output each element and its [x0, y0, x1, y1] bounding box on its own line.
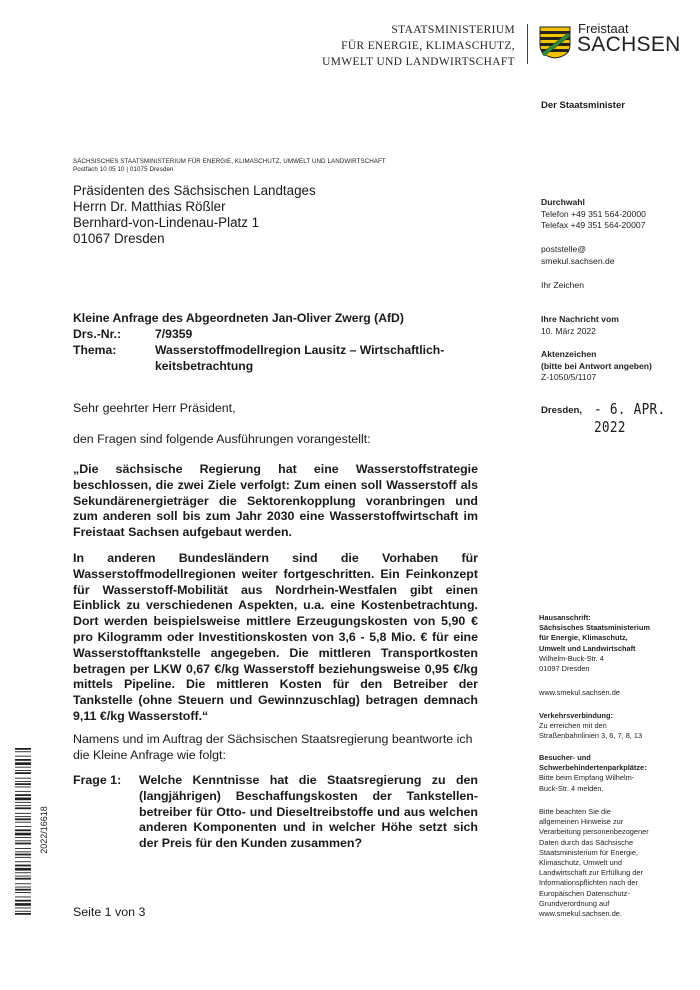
barcode-bar	[15, 756, 31, 757]
street: Wilhelm-Buck-Str. 4	[539, 653, 604, 663]
barcode-bar	[15, 802, 31, 803]
barcode-bar	[15, 822, 31, 823]
saxony-crest-icon	[538, 25, 572, 59]
privacy-line: allgemeinen Hinweise zur	[539, 817, 624, 827]
hausanschrift-line: für Energie, Klimaschutz,	[539, 633, 628, 643]
drs-label: Drs.-Nr.:	[73, 327, 122, 341]
barcode-bar	[15, 868, 31, 871]
recipient-address	[73, 183, 316, 247]
ihre-nachricht-value: 10. März 2022	[541, 325, 596, 336]
telefon: Telefon +49 351 564-20000	[541, 208, 646, 219]
parking-line: Buck-Str. 4 melden.	[539, 783, 604, 793]
email-block	[541, 244, 691, 267]
question-1	[73, 773, 478, 852]
privacy-notice	[539, 807, 689, 919]
verkehr-line: Straßenbahnlinien 3, 6, 7, 8, 13	[539, 731, 643, 741]
aktenzeichen-value: Z-1050/5/1107	[541, 372, 597, 383]
question-text: Welche Kenntnisse hat die Staatsregierung zu den (langjährigen) Beschaffungskosten der Tankstellen-betreiber für Otto- und Dieseltreibstoffe und aus welchen anderen Komponenten und in welcher Höhe setzt sich der Preis für den Kunden zusammen?	[139, 773, 478, 851]
verkehr-line: Zu erreichen mit den	[539, 721, 607, 731]
barcode-bar	[15, 826, 31, 827]
barcode-bar	[15, 759, 31, 761]
barcode-bar	[15, 857, 31, 858]
telefax: Telefax +49 351 564-20007	[541, 220, 646, 231]
web-link[interactable]: www.smekul.sachsen.de	[539, 688, 620, 697]
barcode-bar	[15, 807, 31, 809]
sender-line-2: Postfach 10 05 10 | 01075 Dresden	[73, 166, 174, 173]
header-divider	[527, 24, 528, 64]
email-line-2: smekul.sachsen.de	[541, 255, 615, 266]
barcode-bar	[15, 837, 31, 838]
minister-title: Der Staatsminister	[541, 100, 625, 111]
drs-value: 7/9359	[155, 327, 193, 341]
barcode-bar	[15, 911, 31, 912]
barcode-bar	[15, 908, 31, 909]
barcode-bar	[15, 851, 31, 852]
subject-block	[73, 310, 475, 374]
answer-intro: Namens und im Auftrag der Sächsischen Staatsregierung beantworte ich die Kleine Anfrage wie folgt:	[73, 732, 473, 762]
barcode-bar	[15, 783, 31, 785]
barcode-bar	[15, 892, 31, 893]
barcode-bar	[15, 762, 31, 765]
sender-line	[73, 158, 386, 174]
ministry-line: FÜR ENERGIE, KLIMASCHUTZ,	[341, 40, 515, 52]
quote-paragraph-2: In anderen Bundesländern sind die Vorhaben für Wasserstoffmodellregionen weiter fortgeschritten. Ein Feinkonzept für Wasserstoff-Mobilität aus Nordrhein-Westfalen gibt einen Einblick zu verschiedenen Aspekten, u.a. eine Kostenbetrachtung. Dort werden beispielsweise mittlere Erzeugungskosten von 5,90 € pro Kilogramm oder Investitionskosten von 3,6 - 5,8 Mio. € für eine Wasserstofftankstelle angegeben. Die mittleren Transportkosten betragen per LKW 0,67 €/kg Wasserstoff beziehungsweise 0,95 €/kg mittels Pipeline. Die mittleren Kosten für den Betreiber der Tankstelle (ohne Steuern und Gewinnzuschlag) betragen demnach 9,11 €/kg Wasserstoff.“	[73, 551, 478, 723]
barcode-number: 2022/16618	[39, 806, 49, 854]
hausanschrift-line: Sächsisches Staatsministerium	[539, 623, 650, 633]
barcode-bar	[15, 798, 31, 801]
privacy-line: Informationspflichten nach der	[539, 878, 639, 888]
barcode-bar	[15, 854, 31, 856]
parking-label-1: Besucher- und	[539, 753, 591, 762]
barcode-bar	[15, 772, 31, 774]
barcode-bar	[15, 787, 31, 788]
thema-label: Thema:	[73, 343, 117, 357]
verkehr-block	[539, 711, 689, 742]
subject-title: Kleine Anfrage des Abgeordneten Jan-Oliver Zwerg (AfD)	[73, 311, 404, 325]
barcode-bar	[15, 816, 31, 817]
barcode-bar	[15, 889, 31, 891]
privacy-line: Europäischen Datenschutz-	[539, 888, 630, 898]
address-line: Herrn Dr. Matthias Rößler	[73, 199, 226, 214]
datum-label: Dresden,	[541, 405, 583, 416]
ihre-nachricht-label: Ihre Nachricht vom	[541, 314, 619, 324]
privacy-line: Daten durch das Sächsische	[539, 837, 634, 847]
privacy-line: Verarbeitung personenbezogener	[539, 827, 649, 837]
durchwahl-label: Durchwahl	[541, 197, 585, 207]
thema-value: Wasserstoffmodellregion Lausitz – Wirtschaftlich-keitsbetrachtung	[155, 343, 445, 373]
barcode-bar	[15, 794, 31, 796]
barcode-bar	[15, 791, 31, 792]
barcode-bar	[15, 883, 31, 884]
address-line: Bernhard-von-Lindenau-Platz 1	[73, 215, 260, 230]
barcode-bar	[15, 781, 31, 782]
barcode-bar	[15, 805, 31, 806]
barcode-bar	[15, 840, 31, 841]
question-label: Frage 1:	[73, 773, 122, 787]
contact-block	[541, 197, 691, 232]
city: 01097 Dresden	[539, 664, 590, 674]
parking-label-2: Schwerbehindertenparkplätze:	[539, 763, 647, 773]
barcode-bar	[15, 748, 31, 750]
barcode-bar	[15, 843, 31, 845]
privacy-line: Landwirtschaft zur Erfüllung der	[539, 868, 643, 878]
ministry-line: STAATSMINISTERIUM	[391, 24, 515, 36]
address-line: Präsidenten des Sächsischen Landtages	[73, 183, 316, 198]
salutation: Sehr geehrter Herr Präsident,	[73, 401, 236, 415]
privacy-line: Klimaschutz, Umwelt und	[539, 858, 622, 868]
ihr-zeichen-label: Ihr Zeichen	[541, 280, 584, 290]
aktenzeichen-label: Aktenzeichen	[541, 349, 597, 359]
barcode-bar	[15, 770, 31, 771]
barcode-bar	[15, 813, 31, 814]
privacy-line: Staatsministerium für Energie,	[539, 847, 638, 857]
barcode-bar	[15, 751, 31, 752]
barcode-bar	[15, 913, 31, 915]
address-line: 01067 Dresden	[73, 231, 165, 246]
barcode-bar	[15, 861, 31, 862]
barcode-bar	[15, 876, 31, 877]
aktenzeichen-hint: (bitte bei Antwort angeben)	[541, 360, 652, 371]
ihre-nachricht-block	[541, 314, 691, 337]
barcode-bar	[15, 848, 31, 849]
ministry-name	[215, 22, 515, 70]
barcode-bar	[15, 778, 31, 779]
hausanschrift-label: Hausanschrift:	[539, 613, 591, 622]
barcode-bar	[15, 900, 31, 902]
intro-text: den Fragen sind folgende Ausführungen vorangestellt:	[73, 432, 371, 446]
logo-freistaat: Freistaat	[578, 21, 629, 36]
parking-block	[539, 753, 689, 794]
barcode-bar	[15, 903, 31, 906]
quote-paragraph-1: „Die sächsische Regierung hat eine Wasserstoffstrategie beschlossen, die zwei Ziele verfolgt: Zum einen soll Wasserstoff als Sekundärenergieträger die Sektorenkopplung voranbringen und zum anderen soll bis zum Jahr 2030 eine Wasserstoffwirtschaft im Freistaat Sachsen aufgebaut werden.	[73, 462, 478, 540]
ministry-line: UMWELT UND LANDWIRTSCHAFT	[322, 56, 515, 68]
barcode-bar	[15, 833, 31, 836]
privacy-line: Bitte beachten Sie die	[539, 807, 611, 816]
hausanschrift-block	[539, 613, 689, 674]
verkehr-label: Verkehrsverbindung:	[539, 711, 613, 720]
logo-sachsen: SACHSEN	[577, 33, 681, 56]
parking-line: Bitte beim Empfang Wilhelm-	[539, 773, 635, 783]
barcode	[15, 748, 31, 916]
email-line-1: poststelle@	[541, 244, 587, 254]
privacy-line: Grundverordnung auf	[539, 898, 610, 908]
sender-line-1: SÄCHSISCHES STAATSMINISTERIUM FÜR ENERGIE, KLIMASCHUTZ, UMWELT UND LANDWIRTSCHAFT	[73, 158, 386, 165]
date-stamp: - 6. APR. 2022	[594, 400, 666, 436]
page-footer: Seite 1 von 3	[73, 905, 146, 919]
barcode-bar	[15, 829, 31, 831]
barcode-bar	[15, 818, 31, 820]
privacy-line: www.smekul.sachsen.de.	[539, 909, 622, 919]
barcode-bar	[15, 878, 31, 880]
hausanschrift-line: Umwelt und Landwirtschaft	[539, 643, 636, 653]
barcode-bar	[15, 767, 31, 768]
barcode-bar	[15, 872, 31, 873]
barcode-bar	[15, 865, 31, 867]
barcode-bar	[15, 897, 31, 898]
barcode-bar	[15, 887, 31, 888]
aktenzeichen-block	[541, 349, 691, 384]
